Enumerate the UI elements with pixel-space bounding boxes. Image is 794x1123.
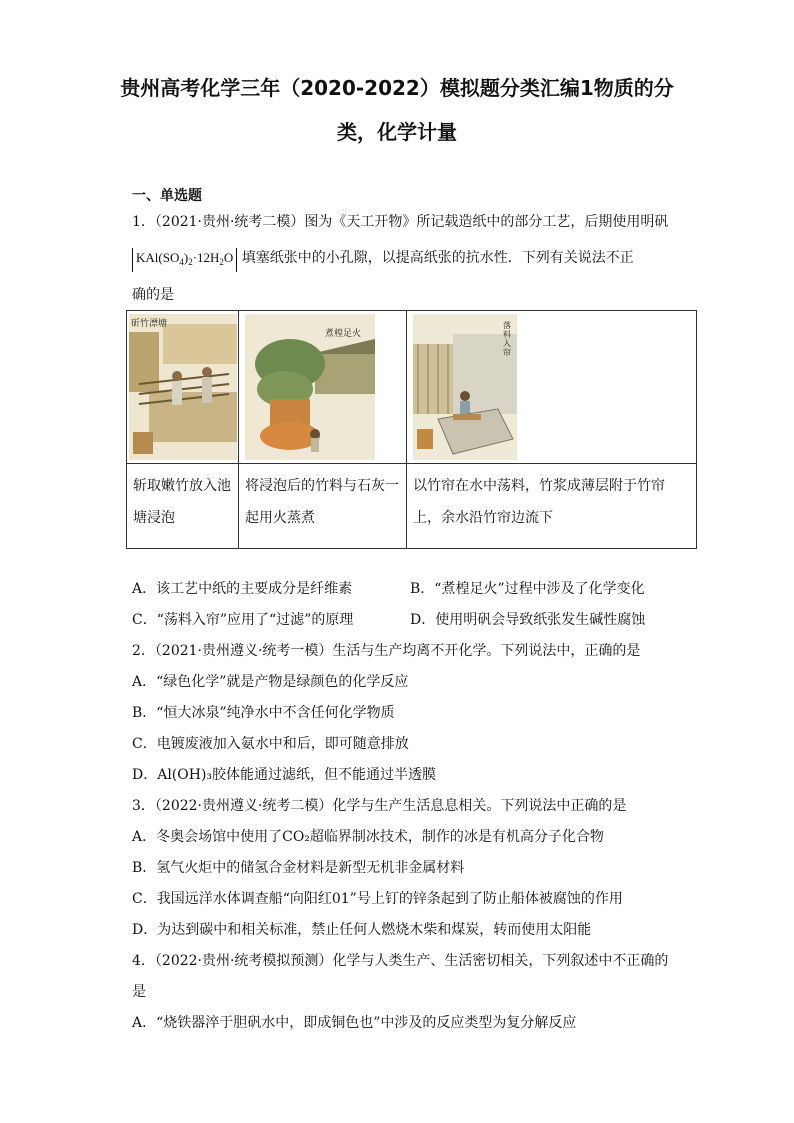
document-title bbox=[80, 66, 714, 154]
papermaking-mold-illustration bbox=[413, 314, 517, 460]
cell-step-1: 斩取嫩竹放入池塘浸泡 bbox=[127, 464, 239, 549]
q3-option-c: C．我国远洋水体调查船“向阳红01”号上钉的锌条起到了防止船体被腐蚀的作用 bbox=[132, 891, 623, 907]
q2-option-b: B．“恒大冰泉”纯净水中不含任何化学物质 bbox=[132, 705, 395, 721]
q3-option-d: D．为达到碳中和相关标准，禁止任何人燃烧木柴和煤炭，转而使用太阳能 bbox=[132, 922, 592, 938]
q1-option-d: D．使用明矾会导致纸张发生碱性腐蚀 bbox=[410, 612, 646, 628]
q2-option-c: C．电镀废液加入氨水中和后，即可随意排放 bbox=[132, 736, 409, 752]
section-heading: 一、单选题 bbox=[132, 188, 202, 204]
q1-stem-line-2: $KAl(SO_4)_2\cdot 12H_2O$ 填塞纸张中的小孔隙，以提高纸张的抗水性．下列有关说法不正 bbox=[132, 248, 634, 272]
q2-option-d: D．Al(OH)₃胶体能通过滤纸，但不能通过半透膜 bbox=[132, 767, 437, 783]
title-line-1: 贵州高考化学三年（2020-2022）模拟题分类汇编1物质的分 bbox=[120, 76, 674, 100]
q3-option-b: B．氢气火炬中的储氢合金材料是新型无机非金属材料 bbox=[132, 860, 465, 876]
process-table bbox=[126, 310, 697, 549]
bamboo-soaking-illustration bbox=[129, 314, 237, 460]
q1-stem-line-1: 1．（2021·贵州·统考二模）图为《天工开物》所记载造纸中的部分工艺，后期使用明矾 bbox=[132, 214, 669, 230]
cell-step-2: 将浸泡后的竹料与石灰一起用火蒸煮 bbox=[239, 464, 407, 549]
q4-option-a: A．“烧铁器淬于胆矾水中，即成铜色也”中涉及的反应类型为复分解反应 bbox=[132, 1015, 577, 1031]
q4-stem-line-1: 4．（2022·贵州·统考模拟预测）化学与人类生产、生活密切相关，下列叙述中不正确的 bbox=[132, 953, 669, 969]
q2-stem: 2．（2021·贵州遵义·统考一模）生活与生产均离不开化学。下列说法中，正确的是 bbox=[132, 643, 641, 659]
q1-stem-line-3: 确的是 bbox=[132, 287, 174, 303]
cell-step-3: 以竹帘在水中荡料，竹浆成薄层附于竹帘上，余水沿竹帘边流下 bbox=[407, 464, 697, 549]
title-line-2: 类，化学计量 bbox=[337, 120, 457, 144]
q1-option-a: A．该工艺中纸的主要成分是纤维素 bbox=[132, 581, 353, 597]
q1-option-b: B．“煮楻足火”过程中涉及了化学变化 bbox=[410, 581, 645, 597]
alum-formula: $KAl(SO_4)_2\cdot 12H_2O$ bbox=[132, 248, 237, 272]
image-cell-2 bbox=[239, 311, 407, 464]
q3-stem: 3．（2022·贵州遵义·统考二模）化学与生产生活息息相关。下列说法中正确的是 bbox=[132, 798, 627, 814]
image-1-caption: 斫竹漂塘 bbox=[131, 319, 168, 329]
boiling-illustration bbox=[245, 314, 375, 460]
image-cell-3 bbox=[407, 311, 697, 464]
q2-option-a: A．“绿色化学”就是产物是绿颜色的化学反应 bbox=[132, 674, 409, 690]
q1-option-c: C．“荡料入帘”应用了“过滤”的原理 bbox=[132, 612, 354, 628]
q4-stem-line-2: 是 bbox=[132, 984, 146, 1000]
image-2-caption: 煮楻足火 bbox=[325, 329, 362, 339]
q3-option-a: A．冬奥会场馆中使用了CO₂超临界制冰技术，制作的冰是有机高分子化合物 bbox=[132, 829, 604, 845]
image-cell-1 bbox=[127, 311, 239, 464]
image-3-caption: 落料入帘 bbox=[503, 321, 511, 357]
